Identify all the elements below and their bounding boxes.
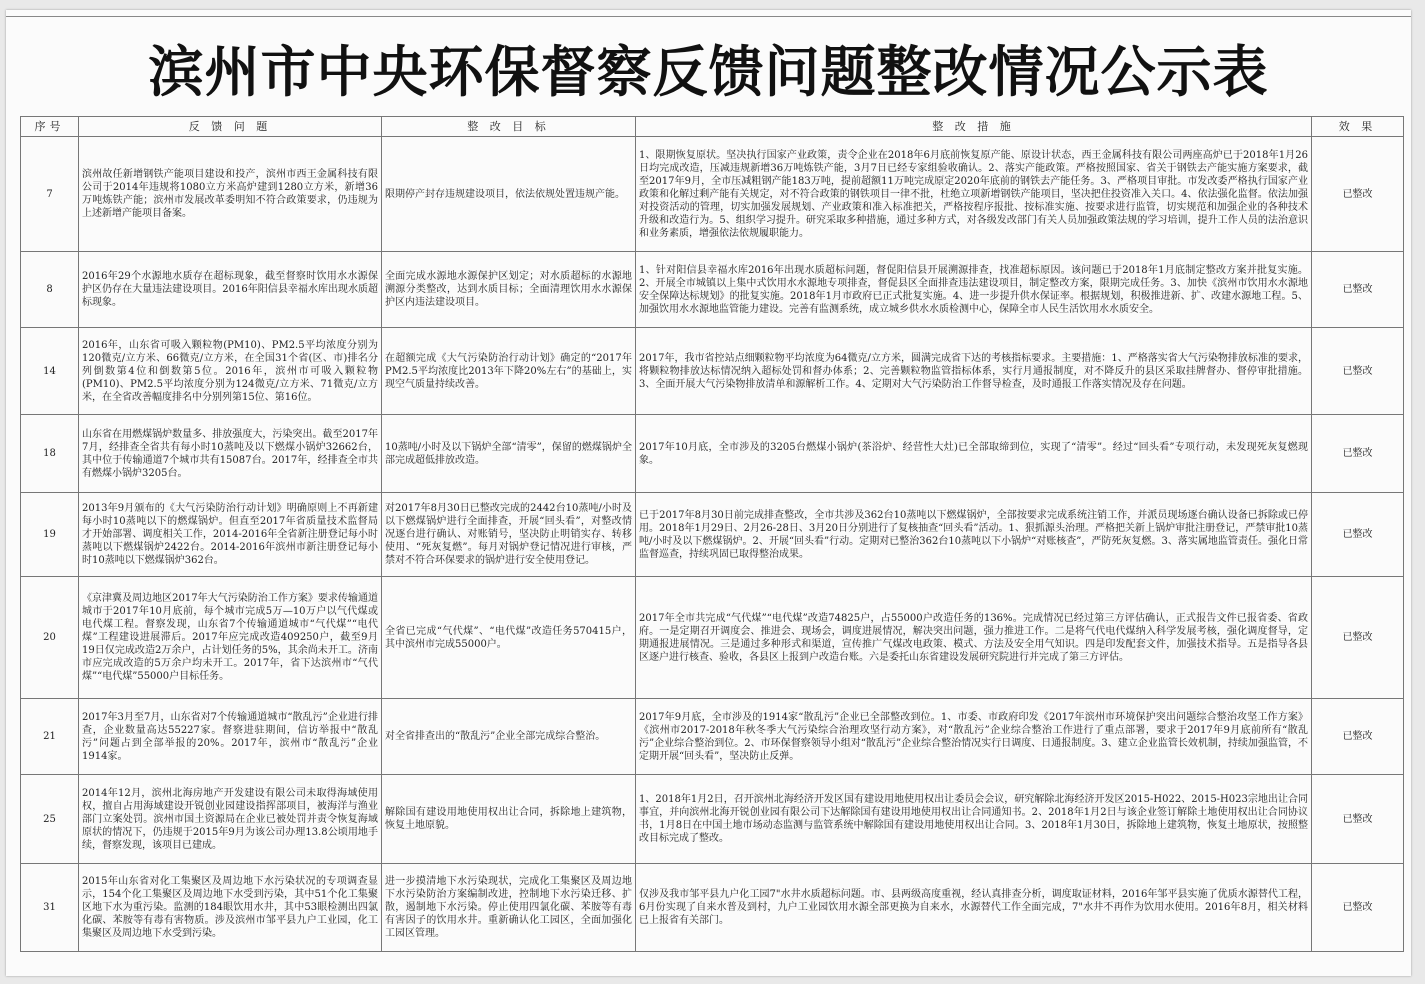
document-sheet [6, 10, 1411, 976]
row-measures: 1、针对阳信县幸福水库2016年出现水质超标问题，督促阳信县开展溯源排查，找准超标原因。该问题已于2018年1月底制定整改方案并批复实施。2、开展全市城镇以上集中式饮用水水源地专项排查，督促县区全面排查违法建设项目，制定整改方案，限期完成任务。3、加快《滨州市饮用水水源地安全保障达标规划》的批复实施。2018年1月市政府已正式批复实施。4、进一步提升供水保证率。根据规划，积极推进新、扩、改建水源地工程。5、加强饮用水水源地监管能力建设。完善有监测系统，成立城乡供水水质检测中心，保障全市人民生活饮用水水质安全。 [636, 252, 1312, 328]
row-effect: 已整改 [1312, 415, 1404, 493]
table-row [21, 252, 1404, 328]
table-row [21, 864, 1404, 952]
table-row [21, 775, 1404, 864]
row-measures: 2017年，我市省控站点细颗粒物平均浓度为64微克/立方米，圆满完成省下达的考核指标要求。主要措施：1、严格落实省大气污染物排放标准的要求，将颗粒物排放达标情况纳入超标处罚和督办体系；2、完善颗粒物监管指标体系，实行月通报制度，对不降反升的县区采取挂牌督办、督停审批措施。3、全面开展大气污染物排放清单和源解析工作。4、定期对大气污染防治工作督导检查，及时通报工作落实情况及存在问题。 [636, 328, 1312, 415]
table-row [21, 699, 1404, 775]
row-goal: 进一步摸清地下水污染现状，完成化工集聚区及周边地下水污染防治方案编制改进，控制地下水污染迁移、扩散，遏制地下水污染。停止使用四氯化碳、苯胺等有毒有害因子的饮用水井。重新确认化工园区，全面加强化工园区管理。 [382, 864, 636, 952]
row-number: 18 [21, 415, 79, 493]
row-effect: 已整改 [1312, 775, 1404, 864]
row-measures: 1、2018年1月2日，召开滨州北海经济开发区国有建设用地使用权出让委员会会议，研究解除北海经济开发区2015-H022、2015-H023宗地出让合同事宜，并向滨州北海开锐创业园有限公司下达解除国有建设用地使用权出让合同通知书。2、2018年1月2日与该企业签订解除土地使用权出让合同协议书，1月8日在中国土地市场动态监测与监管系统中解除国有建设用地使用权出让合同。3、2018年1月30日，拆除地上建筑物，恢复土地原状，按照整改目标完成了整改。 [636, 775, 1312, 864]
row-goal: 在超额完成《大气污染防治行动计划》确定的“2017年PM2.5平均浓度比2013年下降20%左右”的基础上，实现空气质量持续改善。 [382, 328, 636, 415]
row-measures: 2017年全市共完成“气代煤”“电代煤”改造74825户，占55000户改造任务的136%。完成情况已经过第三方评估确认，正式报告文件已报省委、省政府。一是定期召开调度会、推进会、现场会，调度进展情况，解决突出问题，强力推进工作。二是将气代电代煤纳入科学发展考核，强化调度督导，定期通报进展情况。三是通过多种形式和渠道，宣传推广气煤改电政策、模式、方法及安全用气知识。四是印发配套文件，加强技术指导。五是指导各县区逐户进行核查、验收，各县区上报到户改造台账。六是委托山东省建设发展研究院进行并完成了第三方评估。 [636, 577, 1312, 699]
row-number: 19 [21, 493, 79, 577]
top-rule [6, 16, 1411, 17]
table-row [21, 415, 1404, 493]
row-number: 21 [21, 699, 79, 775]
row-goal: 全面完成水源地水源保护区划定；对水质超标的水源地溯源分类整改，达到水质目标；全面清理饮用水水源保护区内违法建设项目。 [382, 252, 636, 328]
row-issue: 山东省在用燃煤锅炉数量多、排放强度大，污染突出。截至2017年7月，经排查全省共有每小时10蒸吨及以下燃煤小锅炉32662台，其中位于传输通道7个城市共有15087台。2017年，经排查全市共有燃煤小锅炉3205台。 [79, 415, 382, 493]
row-issue: 2015年山东省对化工集聚区及周边地下水污染状况的专项调查显示，154个化工集聚区及周边地下水受到污染，其中51个化工集聚区地下水为重污染。监测的184眼饮用水井，其中53眼检测出四氯化碳、苯胺等有毒有害物质。涉及滨州市邹平县九户工业园，化工集聚区及周边地下水受到污染。 [79, 864, 382, 952]
header-goal: 整 改 目 标 [382, 117, 636, 137]
row-measures: 2017年10月底，全市涉及的3205台燃煤小锅炉(茶浴炉、经营性大灶)已全部取缔到位，实现了“清零”。经过“回头看”专项行动，未发现死灰复燃现象。 [636, 415, 1312, 493]
table-row [21, 493, 1404, 577]
row-effect: 已整改 [1312, 864, 1404, 952]
row-number: 8 [21, 252, 79, 328]
row-effect: 已整改 [1312, 137, 1404, 252]
row-measures: 1、限期恢复原状。坚决执行国家产业政策，责令企业在2018年6月底前恢复原产能、原设计状态，西王金属科技有限公司两座高炉已于2018年1月26日均完成改造，压减违规新增36万吨炼铁产能，3月7日已经专家组验收确认。2、落实产能政策。严格按照国家、省关于钢铁去产能实施方案要求，截至2017年9月，全市压减粗钢产能183万吨，提前超额11万吨完成原定2020年底前的钢铁去产能任务。3、严格项目审批。市发改委严格执行国家产业政策和化解过剩产能有关规定，对不符合政策的钢铁项目一律不批，杜绝立项新增钢铁产能项目，坚决把住投资准入关口。4、依法强化监督。依法加强对投资活动的管理，切实加强发展规划、产业政策和准入标准把关，严格按程序报批、按标准实施、按要求进行监管，切实规范和加强企业的各种技术升级和改造行为。5、组织学习提升。研究采取多种措施，通过多种方式，对各级发改部门有关人员加强政策法规的学习培训，提升工作人员的法治意识和业务素质，增强依法依规履职能力。 [636, 137, 1312, 252]
header-number: 序号 [21, 117, 79, 137]
row-issue: 2013年9月颁布的《大气污染防治行动计划》明确原则上不再新建每小时10蒸吨以下的燃煤锅炉。但直至2017年省质量技术监督局才开始部署、调度相关工作，2014-2016年全省新注册登记每小时蒸吨以下燃煤锅炉2422台。2014-2016年滨州市新注册登记每小时10蒸吨以下燃煤锅炉362台。 [79, 493, 382, 577]
row-issue: 2016年，山东省可吸入颗粒物(PM10)、PM2.5平均浓度分别为120微克/立方米、66微克/立方米，在全国31个省(区、市)排名分列倒数第4位和倒数第5位。2016年，滨州市可吸入颗粒物(PM10)、PM2.5平均浓度分别为124微克/立方米、71微克/立方米，在全省改善幅度排名中分别列第15位、第16位。 [79, 328, 382, 415]
page-title: 滨州市中央环保督察反馈问题整改情况公示表 [148, 40, 1269, 104]
row-goal: 限期停产封存违规建设项目，依法依规处置违规产能。 [382, 137, 636, 252]
row-issue: 滨州故任新增钢铁产能项目建设和投产，滨州市西王金属科技有限公司于2014年违规将1080立方米高炉建到1280立方米，新增36万吨炼铁产能；滨州市发展改革委明知不符合政策要求，仍违规为上述新增产能项目备案。 [79, 137, 382, 252]
header-effect: 效 果 [1312, 117, 1404, 137]
table-header-row [21, 117, 1404, 137]
row-goal: 解除国有建设用地使用权出让合同，拆除地上建筑物，恢复土地原貌。 [382, 775, 636, 864]
table-row [21, 328, 1404, 415]
header-issue: 反 馈 问 题 [79, 117, 382, 137]
row-number: 31 [21, 864, 79, 952]
row-effect: 已整改 [1312, 493, 1404, 577]
row-goal: 10蒸吨/小时及以下锅炉全部“清零”，保留的燃煤锅炉全部完成超低排放改造。 [382, 415, 636, 493]
row-issue: 《京津冀及周边地区2017年大气污染防治工作方案》要求传输通道城市于2017年10月底前，每个城市完成5万—10万户以气代煤或电代煤工程。督察发现，山东省7个传输通道城市“气代煤”“电代煤”工程建设进展滞后。2017年应完成改造409250户，截至9月19日仅完成改造2万余户，占计划任务的5%，其余尚未开工。济南市应完成改造的5万余户均未开工。2017年，省下达滨州市“气代煤”“电代煤”55000户目标任务。 [79, 577, 382, 699]
row-measures: 已于2017年8月30日前完成排查整改，全市共涉及362台10蒸吨以下燃煤锅炉，全部按要求完成系统注销工作，并派员现场逐台确认设备已拆除或已停用。2018年1月29日、2月26-28日、3月20日分别进行了复核抽查“回头看”活动。1、狠抓源头治理。严格把关新上锅炉审批注册登记，严禁审批10蒸吨/小时及以下燃煤锅炉。2、开展“回头看”行动。定期对已整治362台10蒸吨以下小锅炉“对账核查”，严防死灰复燃。3、落实属地监管责任。强化日常监督巡查，持续巩固已取得整治成果。 [636, 493, 1312, 577]
row-effect: 已整改 [1312, 328, 1404, 415]
table-row [21, 577, 1404, 699]
row-effect: 已整改 [1312, 252, 1404, 328]
row-number: 14 [21, 328, 79, 415]
row-measures: 仅涉及我市邹平县九户化工园7"水井水质超标问题。市、县两级高度重视，经认真排查分析，调度取证材料，2016年邹平县实施了优质水源替代工程，6月份实现了自来水普及到村，九户工业园饮用水源全部更换为自来水，水源替代工作全面完成，7"水井不再作为饮用水使用。2016年8月，相关材料已上报省有关部门。 [636, 864, 1312, 952]
row-issue: 2017年3月至7月，山东省对7个传输通道城市“散乱污”企业进行排查，企业数量高达55227家。督察进驻期间，信访举报中“散乱污”问题占到全部举报的20%。2017年，滨州市“散乱污”企业1914家。 [79, 699, 382, 775]
row-effect: 已整改 [1312, 577, 1404, 699]
row-measures: 2017年9月底，全市涉及的1914家“散乱污”企业已全部整改到位。1、市委、市政府印发《2017年滨州市环境保护突出问题综合整治攻坚工作方案》《滨州市2017-2018年秋冬季大气污染综合治理攻坚行动方案》，对“散乱污”企业综合整治工作进行了重点部署，要求于2017年9月底前所有“散乱污”企业综合整治到位。2、市环保督察领导小组对“散乱污”企业综合整治情况实行日调度、日通报制度。3、建立企业监管长效机制，持续加强监管，不定期开展“回头看”，坚决防止反弹。 [636, 699, 1312, 775]
header-measures: 整 改 措 施 [636, 117, 1312, 137]
row-goal: 全省已完成“气代煤”、“电代煤”改造任务570415户，其中滨州市完成55000户。 [382, 577, 636, 699]
row-issue: 2016年29个水源地水质存在超标现象，截至督察时饮用水水源保护区仍存在大量违法建设项目。2016年阳信县幸福水库出现水质超标现象。 [79, 252, 382, 328]
row-number: 20 [21, 577, 79, 699]
row-effect: 已整改 [1312, 699, 1404, 775]
row-issue: 2014年12月，滨州北海房地产开发建设有限公司未取得海域使用权，擅自占用海域建设开锐创业园建设指挥部项目，被海洋与渔业部门立案处罚。滨州市国土资源局在企业已被处罚并责令恢复海域原状的情况下，仍违规于2015年9月为该公司办理13.8公顷用地手续，督察发现，该项目已建成。 [79, 775, 382, 864]
row-goal: 对全省排查出的“散乱污”企业全部完成综合整治。 [382, 699, 636, 775]
table-row [21, 137, 1404, 252]
rectification-table [20, 116, 1404, 952]
row-number: 7 [21, 137, 79, 252]
row-number: 25 [21, 775, 79, 864]
row-goal: 对2017年8月30日已整改完成的2442台10蒸吨/小时及以下燃煤锅炉进行全面排查，开展“回头看”，对整改情况逐台进行确认、对账销号，坚决防止明销实存、转移使用、“死灰复燃”。每月对锅炉登记情况进行审核，严禁对不符合环保要求的锅炉进行安全使用登记。 [382, 493, 636, 577]
